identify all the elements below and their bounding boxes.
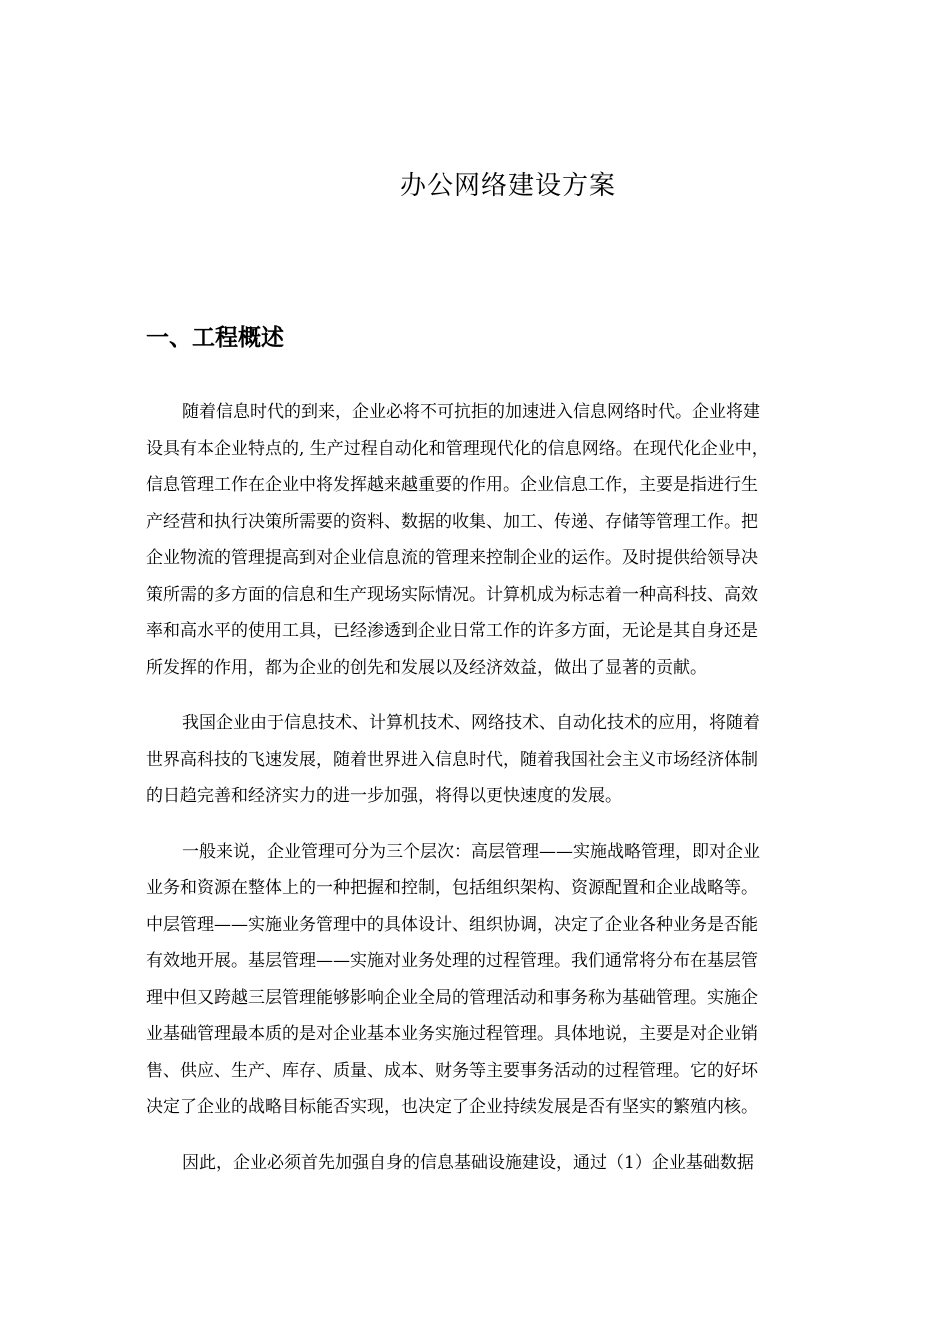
document-body [146,394,856,1200]
text-line: 业务和资源在整体上的一种把握和控制，包括组织架构、资源配置和企业战略等。 [146,878,758,898]
text-line: 产经营和执行决策所需要的资料、数据的收集、加工、传递、存储等管理工作。把 [146,511,758,532]
text-line: 设具有本企业特点的, 生产过程自动化和管理现代化的信息网络。在现代化企业中， [146,438,769,459]
text-line: 的日趋完善和经济实力的进一步加强，将得以更快速度的发展。 [146,786,622,806]
text-line: 业基础管理最本质的是对企业基本业务实施过程管理。具体地说，主要是对企业销 [146,1024,758,1044]
section-heading: 一、工程概述 [146,325,284,351]
text-line: 企业物流的管理提高到对企业信息流的管理来控制企业的运作。及时提供给领导决 [146,548,758,568]
text-line: 率和高水平的使用工具，已经渗透到企业日常工作的许多方面，无论是其自身还是 [146,621,758,641]
paragraph [146,394,856,686]
text-line: 随着信息时代的到来，企业必将不可抗拒的加速进入信息网络时代。企业将建 [182,402,760,422]
text-line: 理中但又跨越三层管理能够影响企业全局的管理活动和事务称为基础管理。实施企 [146,987,758,1008]
text-line: 决定了企业的战略目标能否实现，也决定了企业持续发展是否有坚实的繁殖内核。 [146,1097,758,1117]
text-line: 我国企业由于信息技术、计算机技术、网络技术、自动化技术的应用，将随着 [182,713,760,733]
text-line: 所发挥的作用，都为企业的创先和发展以及经济效益，做出了显著的贡献。 [146,657,707,678]
text-line: 世界高科技的飞速发展，随着世界进入信息时代，随着我国社会主义市场经济体制 [146,749,758,770]
text-line: 因此，企业必须首先加强自身的信息基础设施建设，通过（1）企业基础数据 [182,1152,754,1173]
text-line: 有效地开展。基层管理——实施对业务处理的过程管理。我们通常将分布在基层管 [146,951,758,971]
paragraph [146,1145,856,1182]
paragraph [146,705,856,815]
paragraph [146,834,856,1126]
text-line: 策所需的多方面的信息和生产现场实际情况。计算机成为标志着一种高科技、高效 [146,584,758,605]
text-line: 一般来说，企业管理可分为三个层次：高层管理——实施战略管理，即对企业 [182,841,760,862]
text-line: 中层管理——实施业务管理中的具体设计、组织协调，决定了企业各种业务是否能 [146,914,758,935]
text-line: 售、供应、生产、库存、质量、成本、财务等主要事务活动的过程管理。它的好坏 [146,1060,758,1081]
document-title: 办公网络建设方案 [399,171,616,201]
text-line: 信息管理工作在企业中将发挥越来越重要的作用。企业信息工作，主要是指进行生 [146,475,758,495]
